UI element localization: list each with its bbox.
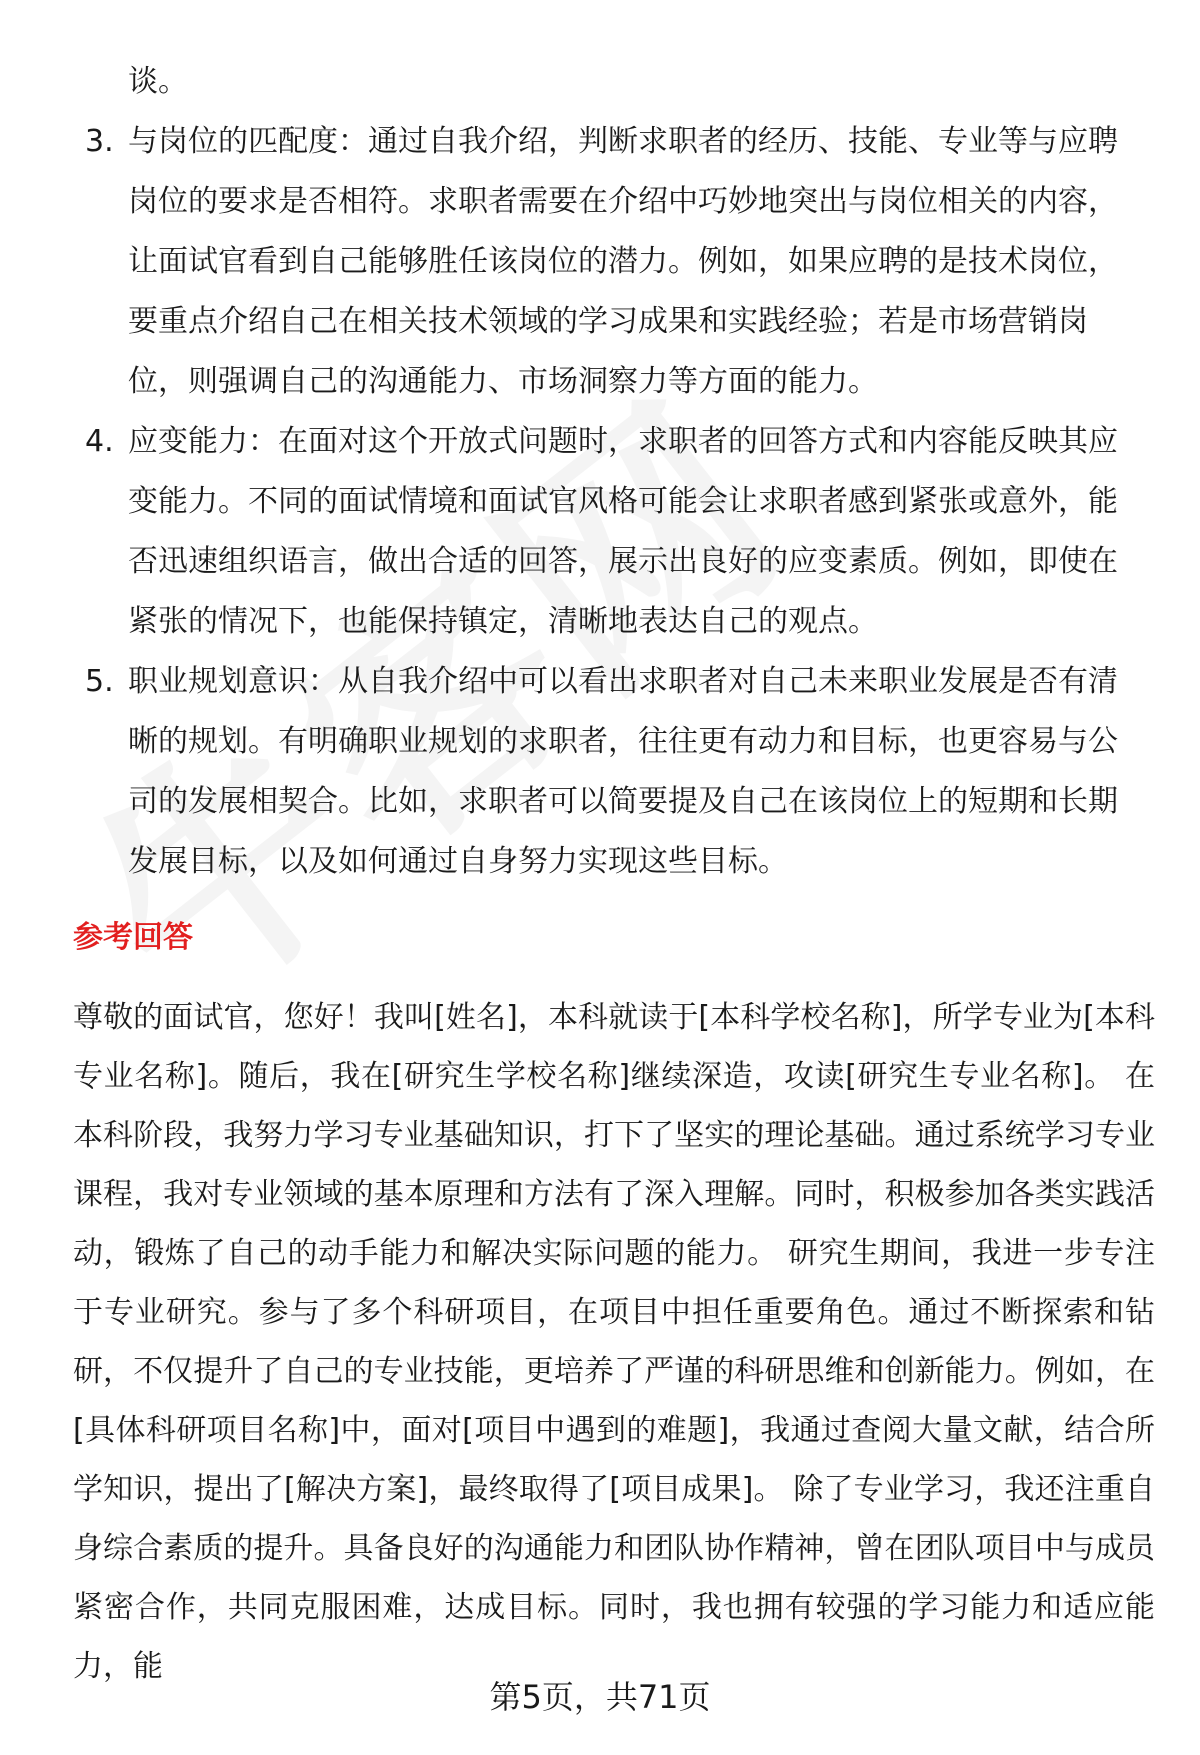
list-item-number: 4.	[85, 424, 114, 459]
continued-text: 谈。	[128, 64, 188, 99]
list-item	[80, 412, 1140, 652]
list-item-text: 与岗位的匹配度：通过自我介绍，判断求职者的经历、技能、专业等与应聘岗位的要求是否相符。求职者需要在介绍中巧妙地突出与岗位相关的内容，让面试官看到自己能够胜任该岗位的潜力。例如，如果应聘的是技术岗位，要重点介绍自己在相关技术领域的学习成果和实践经验；若是市场营销岗位，则强调自己的沟通能力、市场洞察力等方面的能力。	[128, 124, 1118, 399]
list-item-number: 5.	[85, 664, 114, 699]
list-item	[80, 652, 1140, 892]
list-item-number: 3.	[85, 124, 114, 159]
list-item-text: 职业规划意识：从自我介绍中可以看出求职者对自己未来职业发展是否有清晰的规划。有明确职业规划的求职者，往往更有动力和目标，也更容易与公司的发展相契合。比如，求职者可以简要提及自己在该岗位上的短期和长期发展目标，以及如何通过自身努力实现这些目标。	[128, 664, 1118, 879]
reference-answer-paragraph: 尊敬的面试官，您好！我叫[姓名]，本科就读于[本科学校名称]，所学专业为[本科专业名称]。随后，我在[研究生学校名称]继续深造，攻读[研究生专业名称]。 在本科阶段，我努力学习专业基础知识，打下了坚实的理论基础。通过系统学习专业课程，我对专业领域的基本原理和方法有了深入理解。同时，积极参加各类实践活动，锻炼了自己的动手能力和解决实际问题的能力。 研究生期间，我进一步专注于专业研究。参与了多个科研项目，在项目中担任重要角色。通过不断探索和钻研，不仅提升了自己的专业技能，更培养了严谨的科研思维和创新能力。例如，在[具体科研项目名称]中，面对[项目中遇到的难题]，我通过查阅大量文献，结合所学知识，提出了[解决方案]，最终取得了[项目成果]。 除了专业学习，我还注重自身综合素质的提升。具备良好的沟通能力和团队协作精神，曾在团队项目中与成员紧密合作，共同克服困难，达成目标。同时，我也拥有较强的学习能力和适应能力，能	[73, 1000, 1155, 1684]
page-number-footer: 第5页，共71页	[489, 1678, 711, 1716]
continued-paragraph	[128, 52, 1138, 112]
evaluation-points-list	[80, 112, 1140, 892]
list-item	[80, 112, 1140, 412]
section-heading-reference-answer: 参考回答	[73, 920, 193, 955]
list-item-text: 应变能力：在面对这个开放式问题时，求职者的回答方式和内容能反映其应变能力。不同的面试情境和面试官风格可能会让求职者感到紧张或意外，能否迅速组织语言，做出合适的回答，展示出良好的应变素质。例如，即使在紧张的情况下，也能保持镇定，清晰地表达自己的观点。	[128, 424, 1118, 639]
